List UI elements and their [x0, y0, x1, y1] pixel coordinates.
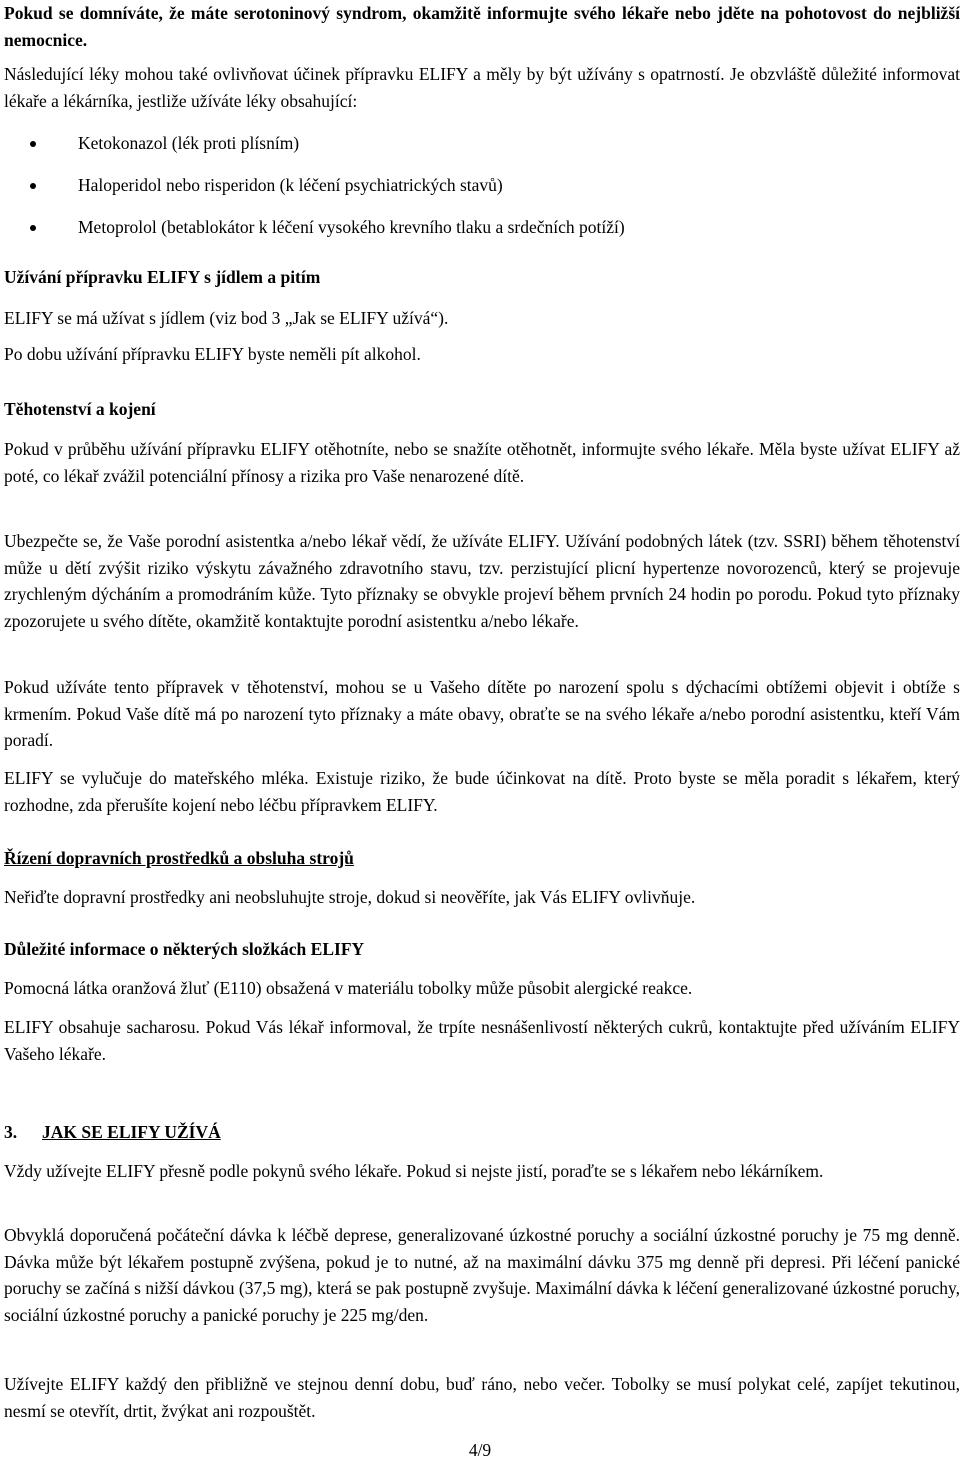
- bullet-icon: [30, 141, 36, 147]
- food-line-1: ELIFY se má užívat s jídlem (viz bod 3 „Jak se ELIFY užívá“).: [4, 308, 449, 328]
- ingredients-paragraph-2: ELIFY obsahuje sacharosu. Pokud Vás lékař informoval, že trpíte nesnášenlivostí některých cukrů, kontaktujte před užíváním ELIFY Vašeho lékaře.: [4, 1017, 960, 1064]
- driving-section-heading: Řízení dopravních prostředků a obsluha strojů: [4, 848, 354, 868]
- list-item-text: Haloperidol nebo risperidon (k léčení psychiatrických stavů): [78, 175, 503, 195]
- page-number: 4/9: [468, 1440, 492, 1460]
- pregnancy-paragraph-2: Ubezpečte se, že Vaše porodní asistentka a/nebo lékař vědí, že užíváte ELIFY. Užívání podobných látek (tzv. SSRI) během těhotenství může u dětí zvýšit riziko výskytu závažného zdravotního stavu, tzv. perzistující plicní hypertenze novorozenců, který se projevuje zrychleným dýcháním a promodráním kůže. Tyto příznaky se obvykle projeví během prvních 24 hodin po porodu. Pokud tyto příznaky zpozorujete u svého dítěte, okamžitě kontaktujte porodní asistentku a/nebo lékaře.: [4, 531, 960, 631]
- driving-paragraph: Neřiďte dopravní prostředky ani neobsluhujte stroje, dokud si neověříte, jak Vás ELIFY ovlivňuje.: [4, 887, 696, 907]
- dosage-paragraph-1: Vždy užívejte ELIFY přesně podle pokynů svého lékaře. Pokud si nejste jistí, poraďte se s lékařem nebo lékárníkem.: [4, 1161, 824, 1181]
- bullet-icon: [30, 225, 36, 231]
- food-line-2: Po dobu užívání přípravku ELIFY byste neměli pít alkohol.: [4, 344, 421, 364]
- section-title: JAK SE ELIFY UŽÍVÁ: [42, 1122, 221, 1142]
- dosage-paragraph-3: Užívejte ELIFY každý den přibližně ve stejnou denní dobu, buď ráno, nebo večer. Tobolky se musí polykat celé, zapíjet tekutinou, nesmí se otevřít, drtit, žvýkat ani rozpouštět.: [4, 1374, 960, 1421]
- pregnancy-section-heading: Těhotenství a kojení: [4, 399, 156, 419]
- food-section-heading: Užívání přípravku ELIFY s jídlem a pitím: [4, 267, 321, 287]
- dosage-paragraph-2: Obvyklá doporučená počáteční dávka k léčbě deprese, generalizované úzkostné poruchy a sociální úzkostné poruchy je 75 mg denně. Dávka může být lékařem postupně zvýšena, pokud je to nutné, až na maximální dávku 375 mg denně při depresi. Při léčení panické poruchy se začíná s nižší dávkou (37,5 mg), která se pak postupně zvyšuje. Maximální dávka k léčení generalizované úzkostné poruchy, sociální úzkostné poruchy a panické poruchy je 225 mg/den.: [4, 1225, 960, 1325]
- bullet-icon: [30, 183, 36, 189]
- interactions-intro-paragraph: Následující léky mohou také ovlivňovat účinek přípravku ELIFY a měly by být užívány s opatrností. Je obzvláště důležité informovat lékaře a lékárníka, jestliže užíváte léky obsahující:: [4, 64, 960, 111]
- section-number: 3.: [4, 1122, 18, 1142]
- document-page: [4, 0, 960, 1462]
- serotonin-warning-paragraph: Pokud se domníváte, že máte serotoninový syndrom, okamžitě informujte svého lékaře nebo jděte na pohotovost do nejbližší nemocnice.: [4, 3, 960, 50]
- pregnancy-paragraph-3: Pokud užíváte tento přípravek v těhotenství, mohou se u Vašeho dítěte po narození spolu s dýchacími obtížemi objevit i obtíže s krmením. Pokud Vaše dítě má po narození tyto příznaky a máte obavy, obraťte se na svého lékaře a/nebo porodní asistentku, kteří Vám poradí.: [4, 677, 960, 750]
- list-item-text: Ketokonazol (lék proti plísním): [78, 133, 300, 153]
- pregnancy-paragraph-4: ELIFY se vylučuje do mateřského mléka. Existuje riziko, že bude účinkovat na dítě. Proto byste se měla poradit s lékařem, který rozhodne, zda přerušíte kojení nebo léčbu přípravkem ELIFY.: [4, 768, 960, 815]
- pregnancy-paragraph-1: Pokud v průběhu užívání přípravku ELIFY otěhotníte, nebo se snažíte otěhotnět, informujte svého lékaře. Měla byste užívat ELIFY až poté, co lékař zvážil potenciální přínosy a rizika pro Vaše nenarozené dítě.: [4, 439, 960, 486]
- ingredients-section-heading: Důležité informace o některých složkách ELIFY: [4, 939, 365, 959]
- ingredients-paragraph-1: Pomocná látka oranžová žluť (E110) obsažená v materiálu tobolky může působit alergické reakce.: [4, 978, 693, 998]
- list-item-text: Metoprolol (betablokátor k léčení vysokého krevního tlaku a srdečních potíží): [78, 217, 625, 237]
